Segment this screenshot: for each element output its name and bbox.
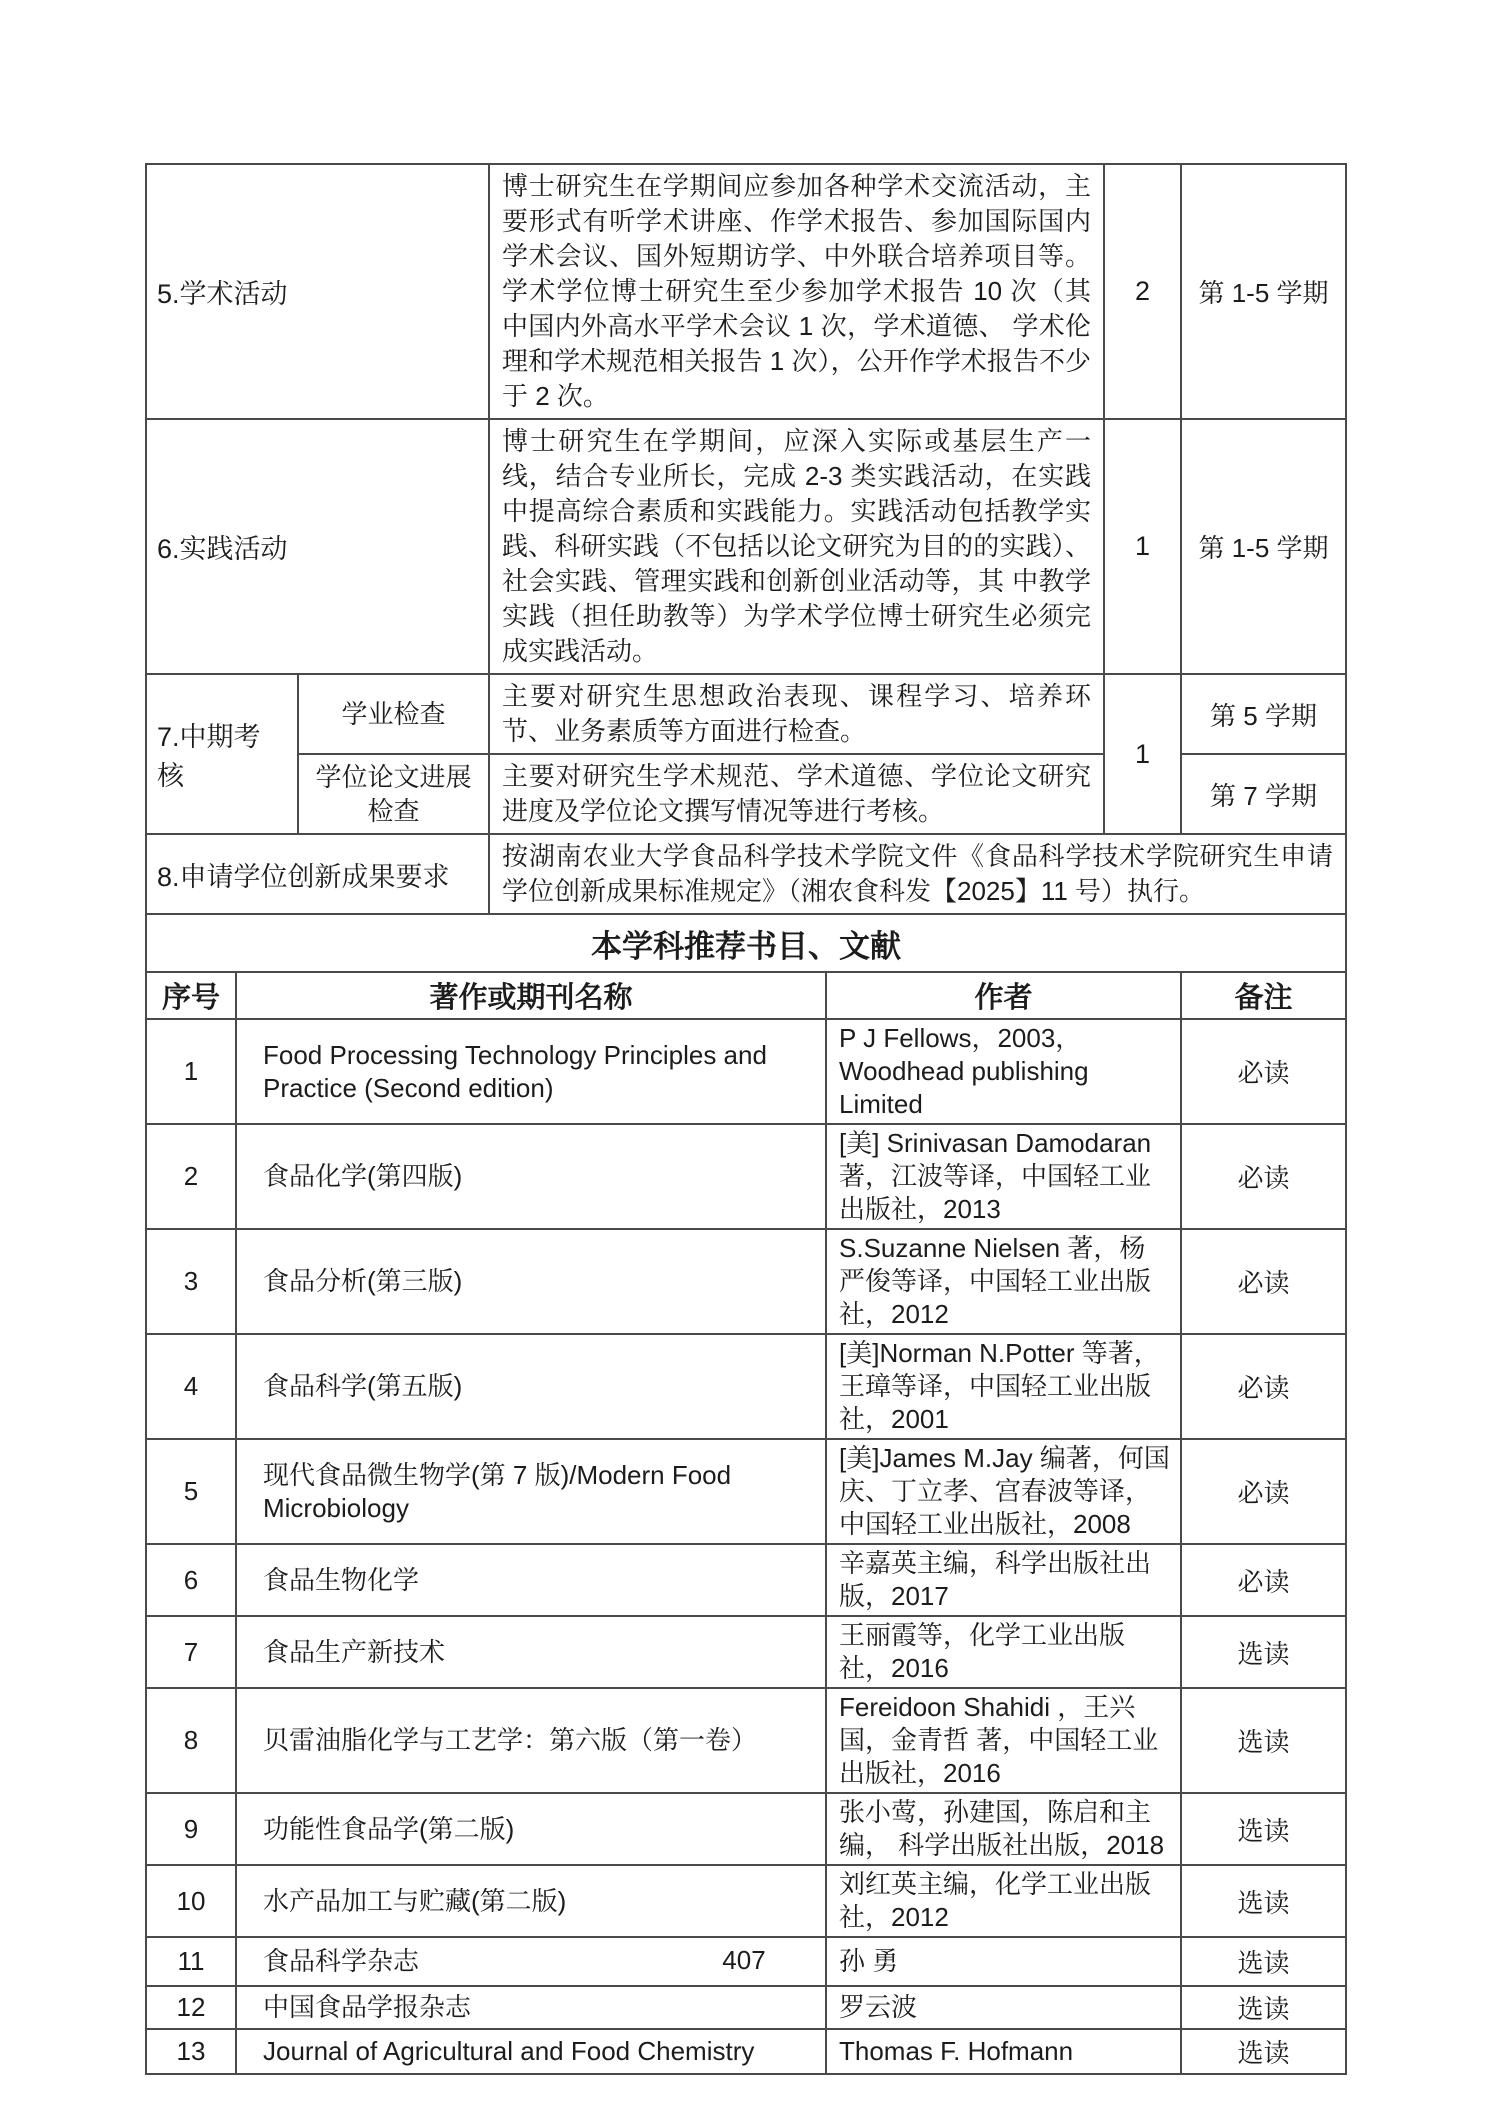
book-row-number: 5 [146, 1439, 236, 1544]
bibliography-header-row [146, 972, 1346, 1019]
row-semester: 第 1-5 学期 [1181, 164, 1346, 419]
table-row [146, 674, 1346, 754]
row-credits: 1 [1104, 674, 1181, 834]
book-row-number: 13 [146, 2029, 236, 2074]
row-description: 博士研究生在学期间应参加各种学术交流活动，主要形式有听学术讲座、作学术报告、参加国际国内学术会议、国外短期访学、中外联合培养项目等。学术学位博士研究生至少参加学术报告 10 次（其中国内外高水平学术会议 1 次，学术道德、 学术伦理和学术规范相关报告 1 次），公开作学术报告不少于 2 次。 [489, 164, 1104, 419]
book-author: 王丽霞等，化学工业出版社，2016 [826, 1616, 1181, 1688]
subrow-label-academic-check: 学业检查 [298, 674, 489, 754]
book-title: 中国食品学报杂志 [236, 1986, 826, 2029]
book-note: 必读 [1181, 1334, 1346, 1439]
column-header-index: 序号 [146, 972, 236, 1019]
row-description: 博士研究生在学期间，应深入实际或基层生产一线，结合专业所长，完成 2-3 类实践活动，在实践中提高综合素质和实践能力。实践活动包括教学实践、科研实践（不包括以论文研究为目的的实践）、社会实践、管理实践和创新创业活动等，其 中教学实践（担任助教等）为学术学位博士研究生必须完成实践活动。 [489, 419, 1104, 674]
subrow-semester: 第 5 学期 [1181, 674, 1346, 754]
book-note: 选读 [1181, 1986, 1346, 2029]
book-row-number: 2 [146, 1124, 236, 1229]
book-title: 功能性食品学(第二版) [236, 1793, 826, 1865]
section-header-row [146, 914, 1346, 972]
book-title: 食品生物化学 [236, 1544, 826, 1616]
book-row-number: 7 [146, 1616, 236, 1688]
book-note: 必读 [1181, 1544, 1346, 1616]
book-row-number: 8 [146, 1688, 236, 1793]
book-note: 必读 [1181, 1229, 1346, 1334]
book-title: 水产品加工与贮藏(第二版) [236, 1865, 826, 1937]
book-author: [美]Norman N.Potter 等著，王璋等译，中国轻工业出版社，2001 [826, 1334, 1181, 1439]
document-page [145, 163, 1345, 2075]
subrow-description: 主要对研究生学术规范、学术道德、学位论文研究进度及学位论文撰写情况等进行考核。 [489, 754, 1104, 834]
book-note: 选读 [1181, 1793, 1346, 1865]
book-row [146, 1688, 1346, 1793]
book-row [146, 1019, 1346, 1124]
book-title: Food Processing Technology Principles and Practice (Second edition) [236, 1019, 826, 1124]
book-note: 选读 [1181, 1616, 1346, 1688]
book-row [146, 1124, 1346, 1229]
row-label-practice-activities: 6.实践活动 [146, 419, 489, 674]
book-row [146, 1229, 1346, 1334]
book-note: 选读 [1181, 1937, 1346, 1986]
page-number: 407 [722, 1945, 766, 1975]
book-row [146, 2029, 1346, 2074]
book-author: Thomas F. Hofmann [826, 2029, 1181, 2074]
book-row [146, 1544, 1346, 1616]
subrow-semester: 第 7 学期 [1181, 754, 1346, 834]
book-title: 食品分析(第三版) [236, 1229, 826, 1334]
book-note: 必读 [1181, 1439, 1346, 1544]
table-row [146, 834, 1346, 914]
book-row-number: 11 [146, 1937, 236, 1986]
book-note: 选读 [1181, 2029, 1346, 2074]
book-author: 孙 勇 [826, 1937, 1181, 1986]
book-author: 罗云波 [826, 1986, 1181, 2029]
book-row [146, 1616, 1346, 1688]
row-credits: 2 [1104, 164, 1181, 419]
book-row [146, 1986, 1346, 2029]
bibliography-table [145, 971, 1347, 2075]
book-title: 食品科学杂志 [236, 1937, 826, 1986]
book-author: 辛嘉英主编，科学出版社出版，2017 [826, 1544, 1181, 1616]
table-row [146, 164, 1346, 419]
row-semester: 第 1-5 学期 [1181, 419, 1346, 674]
row-description: 按湖南农业大学食品科学技术学院文件《食品科学技术学院研究生申请学位创新成果标准规定》（湘农食科发【2025】11 号）执行。 [489, 834, 1346, 914]
book-author: P J Fellows，2003，Woodhead publishing Limited [826, 1019, 1181, 1124]
book-author: [美] Srinivasan Damodaran 著，江波等译，中国轻工业出版社，2013 [826, 1124, 1181, 1229]
book-title: 贝雷油脂化学与工艺学：第六版（第一卷） [236, 1688, 826, 1793]
book-author: [美]James M.Jay 编著，何国庆、丁立孝、宫春波等译，中国轻工业出版社，2008 [826, 1439, 1181, 1544]
row-credits: 1 [1104, 419, 1181, 674]
book-author: 刘红英主编，化学工业出版社，2012 [826, 1865, 1181, 1937]
row-label-degree-innovation-requirement: 8.申请学位创新成果要求 [146, 834, 489, 914]
book-row-number: 10 [146, 1865, 236, 1937]
book-title: 食品生产新技术 [236, 1616, 826, 1688]
book-note: 必读 [1181, 1019, 1346, 1124]
book-row-number: 9 [146, 1793, 236, 1865]
book-row-number: 3 [146, 1229, 236, 1334]
table-row [146, 419, 1346, 674]
book-title: 现代食品微生物学(第 7 版)/Modern Food Microbiology [236, 1439, 826, 1544]
book-row-number: 4 [146, 1334, 236, 1439]
book-note: 选读 [1181, 1865, 1346, 1937]
book-title: Journal of Agricultural and Food Chemistry [236, 2029, 826, 2074]
book-note: 选读 [1181, 1688, 1346, 1793]
column-header-note: 备注 [1181, 972, 1346, 1019]
bibliography-section-title: 本学科推荐书目、文献 [146, 914, 1346, 972]
column-header-title: 著作或期刊名称 [236, 972, 826, 1019]
book-row-number: 12 [146, 1986, 236, 2029]
book-title: 食品科学(第五版) [236, 1334, 826, 1439]
book-row [146, 1865, 1346, 1937]
book-author: Fereidoon Shahidi ，王兴国，金青哲 著，中国轻工业出版社，2016 [826, 1688, 1181, 1793]
book-row [146, 1439, 1346, 1544]
column-header-author: 作者 [826, 972, 1181, 1019]
book-row-number: 6 [146, 1544, 236, 1616]
subrow-label-thesis-progress-check: 学位论文进展检查 [298, 754, 489, 834]
book-note: 必读 [1181, 1124, 1346, 1229]
training-plan-table [145, 163, 1347, 973]
book-row [146, 1793, 1346, 1865]
subrow-description: 主要对研究生思想政治表现、课程学习、培养环节、业务素质等方面进行检查。 [489, 674, 1104, 754]
row-label-midterm-assessment: 7.中期考核 [146, 674, 298, 834]
book-row-number: 1 [146, 1019, 236, 1124]
book-row [146, 1334, 1346, 1439]
book-title: 食品化学(第四版) [236, 1124, 826, 1229]
book-author: 张小莺，孙建国，陈启和主编， 科学出版社出版，2018 [826, 1793, 1181, 1865]
book-author: S.Suzanne Nielsen 著，杨严俊等译，中国轻工业出版社，2012 [826, 1229, 1181, 1334]
row-label-academic-activities: 5.学术活动 [146, 164, 489, 419]
